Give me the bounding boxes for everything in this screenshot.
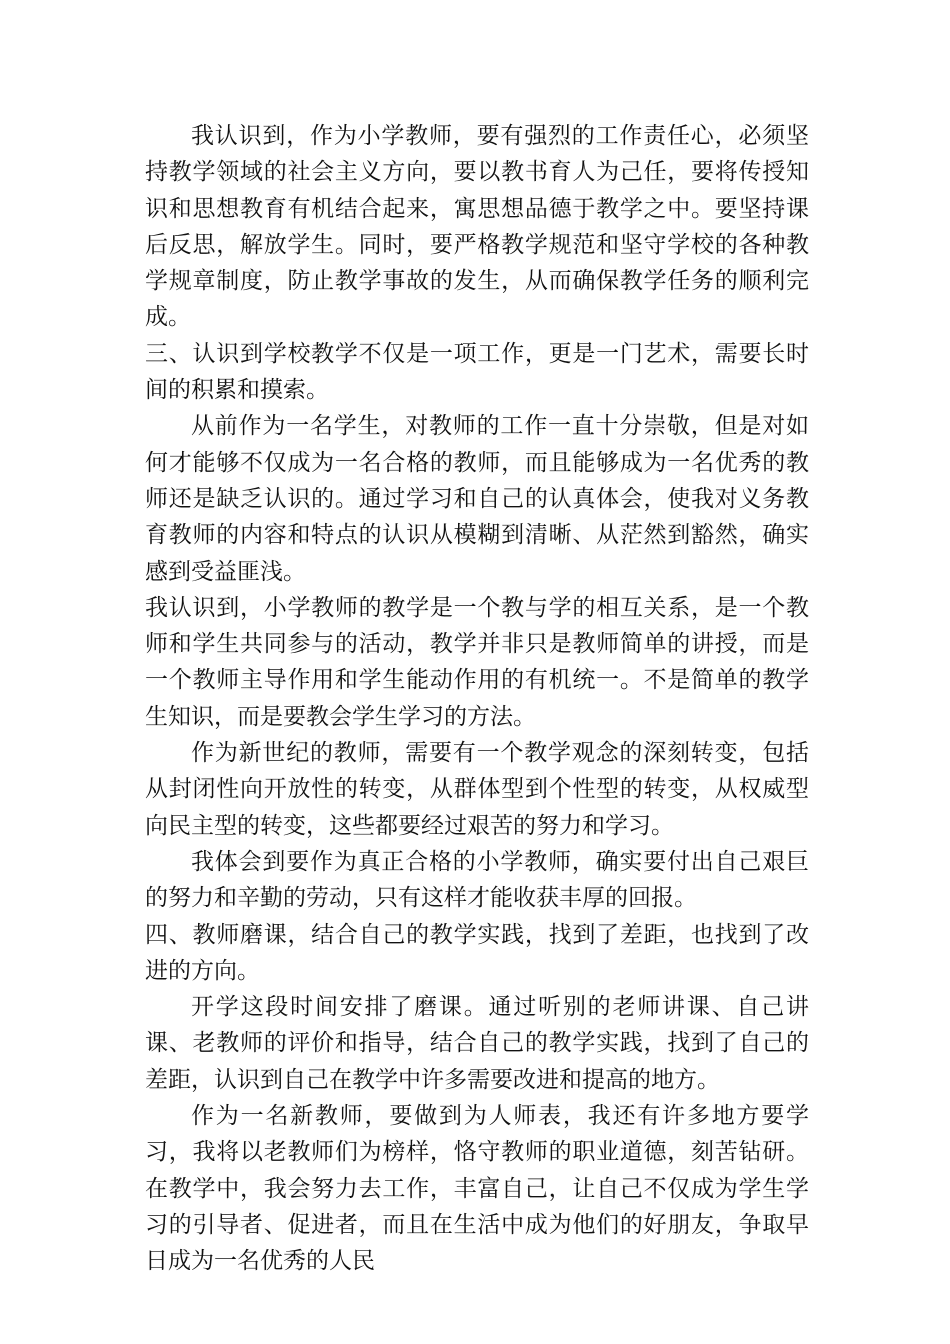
paragraph-new-teacher: 作为一名新教师，要做到为人师表，我还有许多地方要学习，我将以老教师们为榜样，恪守教师的职业道德，刻苦钻研。在教学中，我会努力去工作，丰富自己，让自己不仅成为学生学习的引导者、促进者，而且在生活中成为他们的好朋友，争取早日成为一名优秀的人民: [145, 1103, 809, 1275]
paragraph-new-century-teacher: 作为新世纪的教师，需要有一个教学观念的深刻转变，包括从封闭性向开放性的转变，从群体型到个性型的转变，从权威型向民主型的转变，这些都要经过艰苦的努力和学习。: [145, 740, 809, 839]
paragraph-former-student: 从前作为一名学生，对教师的工作一直十分崇敬，但是对如何才能够不仅成为一名合格的教师，而且能够成为一名优秀的教师还是缺乏认识的。通过学习和自己的认真体会，使我对义务教育教师的内容和特点的认识从模糊到清晰、从茫然到豁然，确实感到受益匪浅。: [145, 413, 809, 585]
section-heading-four: 四、教师磨课，结合自己的教学实践，找到了差距，也找到了改进的方向。: [145, 921, 809, 984]
document-body: [145, 118, 809, 1280]
paragraph-teaching-relationship: 我认识到，小学教师的教学是一个教与学的相互关系，是一个教师和学生共同参与的活动，教学并非只是教师简单的讲授，而是一个教师主导作用和学生能动作用的有机统一。不是简单的教学生知识，而是要教会学生学习的方法。: [145, 594, 809, 730]
paragraph-responsibility: 我认识到，作为小学教师，要有强烈的工作责任心，必须坚持教学领域的社会主义方向，要以教书育人为己任，要将传授知识和思想教育有机结合起来，寓思想品德于教学之中。要坚持课后反思，解放学生。同时，要严格教学规范和坚守学校的各种教学规章制度，防止教学事故的发生，从而确保教学任务的顺利完成。: [145, 123, 809, 331]
paragraph-lesson-polishing: 开学这段时间安排了磨课。通过听别的老师讲课、自己讲课、老教师的评价和指导，结合自己的教学实践，找到了自己的差距，认识到自己在教学中许多需要改进和提高的地方。: [145, 994, 809, 1093]
paragraph-effort: 我体会到要作为真正合格的小学教师，确实要付出自己艰巨的努力和辛勤的劳动，只有这样才能收获丰厚的回报。: [145, 848, 809, 912]
section-heading-three: 三、认识到学校教学不仅是一项工作，更是一门艺术，需要长时间的积累和摸索。: [145, 340, 809, 404]
